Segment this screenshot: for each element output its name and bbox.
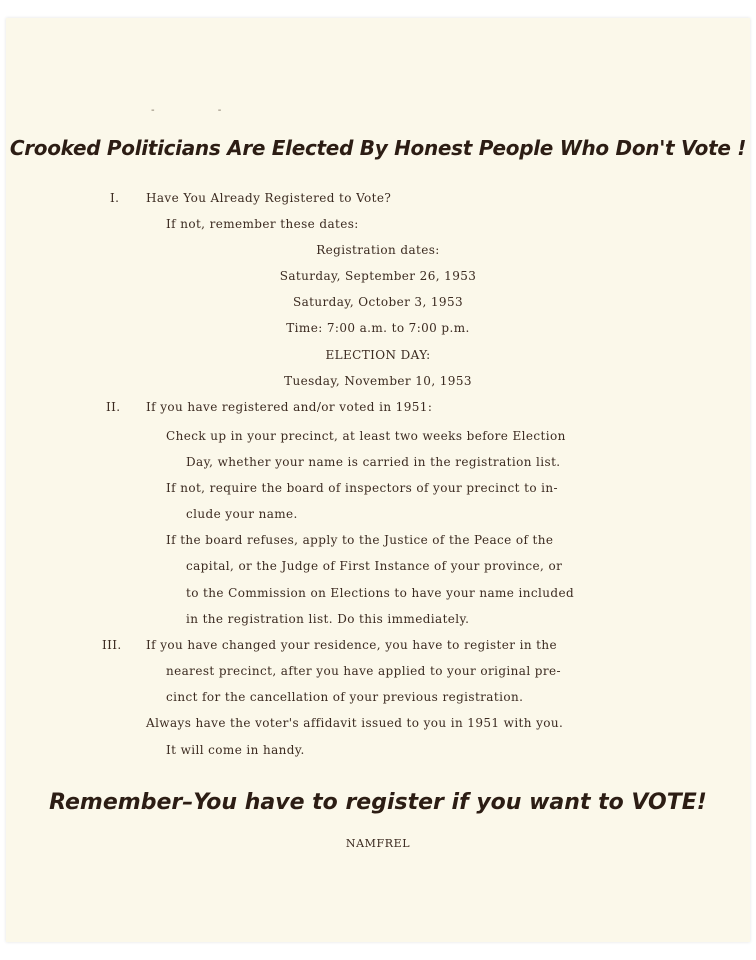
- election-date: Tuesday, November 10, 1953: [284, 374, 472, 388]
- section-1-heading: Have You Already Registered to Vote?: [146, 191, 392, 205]
- section-2-p1-line2: Day, whether your name is carried in the registration list.: [186, 455, 561, 469]
- registration-time: Time: 7:00 a.m. to 7:00 p.m.: [286, 321, 470, 335]
- section-2-p3-line2: capital, or the Judge of First Instance of your province, or: [186, 559, 563, 573]
- flyer-page: [6, 18, 750, 942]
- section-2-heading: If you have registered and/or voted in 1951:: [146, 400, 433, 414]
- section-2-p3-line1: If the board refuses, apply to the Justice of the Peace of the: [166, 533, 554, 547]
- section-3-line2: nearest precinct, after you have applied to your original pre-: [166, 664, 561, 678]
- registration-date-1: Saturday, September 26, 1953: [279, 269, 477, 283]
- section-3-line1: If you have changed your residence, you have to register in the: [146, 638, 558, 652]
- section-2-p1-line1: Check up in your precinct, at least two weeks before Election: [166, 429, 566, 443]
- section-3-line5: It will come in handy.: [166, 743, 305, 757]
- section-2-p2-line2: clude your name.: [186, 507, 298, 521]
- headline: Crooked Politicians Are Elected By Honest People Who Don't Vote !: [9, 136, 747, 160]
- section-2-numeral: II.: [106, 400, 121, 414]
- section-3-line4: Always have the voter's affidavit issued to you in 1951 with you.: [146, 716, 564, 730]
- section-2-p2-line1: If not, require the board of inspectors of your precinct to in-: [166, 481, 558, 495]
- section-2-p3-line3: to the Commission on Elections to have your name included: [186, 586, 575, 600]
- registration-dates-label: Registration dates:: [316, 243, 440, 257]
- section-2-p3-line4: in the registration list. Do this immediately.: [186, 612, 470, 626]
- closing-slogan: Remember–You have to register if you want to VOTE!: [49, 790, 707, 815]
- section-3-line3: cinct for the cancellation of your previous registration.: [166, 690, 524, 704]
- election-day-label: ELECTION DAY:: [325, 348, 431, 362]
- section-1-numeral: I.: [110, 191, 120, 205]
- section-1-intro: If not, remember these dates:: [166, 217, 359, 231]
- signature: NAMFREL: [345, 837, 411, 850]
- registration-date-2: Saturday, October 3, 1953: [292, 295, 464, 309]
- paper-specks: - -: [151, 105, 252, 116]
- section-3-numeral: III.: [102, 638, 122, 652]
